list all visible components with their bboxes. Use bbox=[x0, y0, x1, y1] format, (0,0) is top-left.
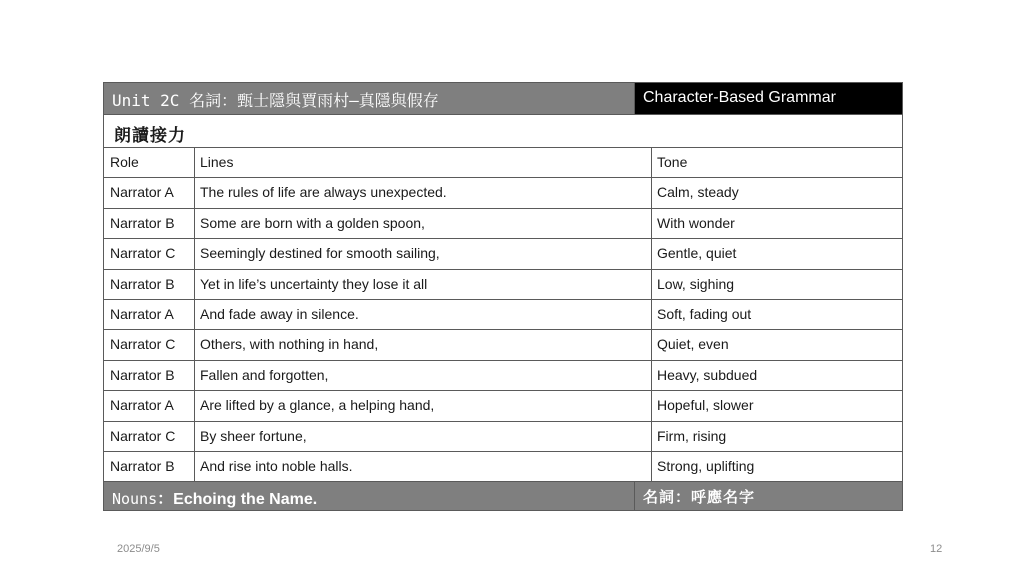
role-cell: Narrator B bbox=[104, 361, 195, 390]
role-cell: Narrator B bbox=[104, 209, 195, 238]
footer-english-title bbox=[104, 482, 635, 510]
tone-cell: Calm, steady bbox=[657, 184, 739, 201]
column-header-row bbox=[104, 147, 902, 177]
column-header-lines: Lines bbox=[195, 148, 652, 177]
tone-cell: Soft, fading out bbox=[657, 305, 752, 322]
slide-number: 12 bbox=[930, 543, 943, 555]
footer-chinese-title: 名詞：呼應名字 bbox=[643, 488, 756, 507]
table-row bbox=[104, 177, 902, 207]
table-row bbox=[104, 421, 902, 451]
table-row bbox=[104, 329, 902, 359]
role-cell: Narrator B bbox=[104, 270, 195, 299]
table-row bbox=[104, 390, 902, 420]
column-header-role: Role bbox=[104, 148, 195, 177]
course-label: Character-Based Grammar bbox=[635, 83, 902, 114]
tone-cell: With wonder bbox=[657, 214, 735, 231]
table-row bbox=[104, 208, 902, 238]
line-cell: Others, with nothing in hand, bbox=[195, 330, 652, 359]
line-cell: And rise into noble halls. bbox=[195, 452, 652, 481]
tone-cell: Strong, uplifting bbox=[657, 457, 755, 474]
line-cell: Yet in life’s uncertainty they lose it all bbox=[195, 270, 652, 299]
role-cell: Narrator A bbox=[104, 300, 195, 329]
line-cell: Some are born with a golden spoon, bbox=[195, 209, 652, 238]
line-cell: Seemingly destined for smooth sailing, bbox=[195, 239, 652, 268]
role-cell: Narrator A bbox=[104, 391, 195, 420]
tone-cell: Heavy, subdued bbox=[657, 366, 758, 383]
footer-echoing-label: ：Echoing the Name. bbox=[157, 491, 318, 509]
role-cell: Narrator C bbox=[104, 330, 195, 359]
role-cell: Narrator A bbox=[104, 178, 195, 207]
unit-title: Unit 2C 名詞：甄士隱與賈雨村—真隱與假存 bbox=[104, 83, 635, 114]
table-row bbox=[104, 451, 902, 481]
line-cell: The rules of life are always unexpected. bbox=[195, 178, 652, 207]
section-title: 朗讀接力 bbox=[104, 114, 902, 147]
table-row bbox=[104, 269, 902, 299]
table-header bbox=[104, 83, 902, 114]
line-cell: Fallen and forgotten, bbox=[195, 361, 652, 390]
table-footer bbox=[104, 481, 902, 510]
role-cell: Narrator C bbox=[104, 422, 195, 451]
tone-cell: Quiet, even bbox=[657, 336, 729, 353]
role-cell: Narrator B bbox=[104, 452, 195, 481]
tone-cell: Hopeful, slower bbox=[657, 397, 754, 414]
column-header-tone: Tone bbox=[657, 154, 688, 170]
line-cell: And fade away in silence. bbox=[195, 300, 652, 329]
footer-nouns-label: Nouns bbox=[112, 490, 158, 509]
table-row bbox=[104, 238, 902, 268]
line-cell: By sheer fortune, bbox=[195, 422, 652, 451]
tone-cell: Low, sighing bbox=[657, 275, 735, 292]
tone-cell: Firm, rising bbox=[657, 427, 727, 444]
table-row bbox=[104, 299, 902, 329]
role-cell: Narrator C bbox=[104, 239, 195, 268]
line-cell: Are lifted by a glance, a helping hand, bbox=[195, 391, 652, 420]
tone-cell: Gentle, quiet bbox=[657, 245, 737, 262]
slide-date: 2025/9/5 bbox=[117, 543, 160, 555]
table-row bbox=[104, 360, 902, 390]
grammar-table bbox=[103, 82, 903, 511]
